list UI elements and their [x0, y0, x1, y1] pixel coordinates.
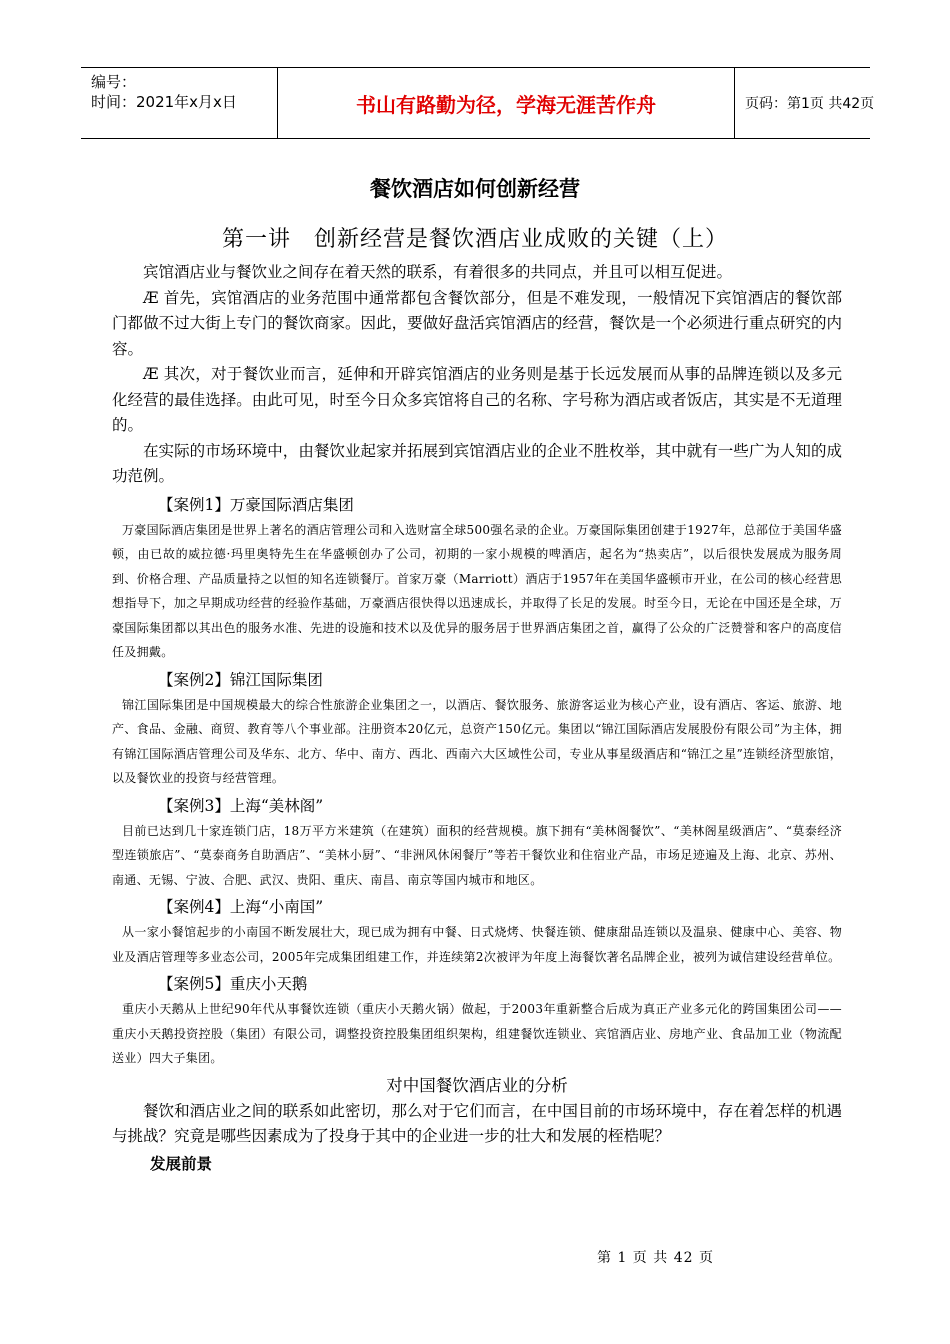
document-subtitle: 第一讲 创新经营是餐饮酒店业成败的关键（上）	[221, 227, 728, 252]
third-paragraph: 在实际的市场环境中，由餐饮业起家并拓展到宾馆酒店业的企业不胜枚举，其中就有一些广为人知的成功范例。	[112, 441, 842, 485]
header-meta	[81, 68, 277, 138]
document-body	[112, 260, 842, 1178]
case-5-body: 重庆小天鹅从上世纪90年代从事餐饮连锁（重庆小天鹅火锅）做起，于2003年重新整合后成为真正产业多元化的跨国集团公司——重庆小天鹅投资控股（集团）有限公司，调整投资控股集团组织架构，组建餐饮连锁业、宾馆酒店业、房地产业、食品加工业（物流配送业）四大子集团。	[112, 1002, 842, 1065]
analysis-heading: 对中国餐饮酒店业的分析	[386, 1075, 568, 1095]
case-2-body: 锦江国际集团是中国规模最大的综合性旅游企业集团之一，以酒店、餐饮服务、旅游客运业为核心产业，设有酒店、客运、旅游、地产、食品、金融、商贸、教育等八个事业部。注册资本20亿元，总资产150亿元。集团以“锦江国际酒店发展股份有限公司”为主体，拥有锦江国际酒店管理公司及华东、北方、华中、南方、西北、西南六大区域性公司，专业从事星级酒店和“锦江之星”连锁经济型旅馆，以及餐饮业的投资与经营管理。	[112, 697, 842, 785]
header-page-info: 页码：第1页 共42页	[745, 96, 875, 112]
number-label: 编号：	[91, 73, 137, 91]
case-5-heading: 【案例5】重庆小天鹅	[158, 975, 308, 993]
first-point-paragraph: Æ 首先，宾馆酒店的业务范围中通常都包含餐饮部分，但是不难发现，一般情况下宾馆酒店的餐饮部门都做不过大街上专门的餐饮商家。因此，要做好盘活宾馆酒店的经营，餐饮是一个必须进行重点研究的内容。	[112, 288, 842, 358]
page-footer: 第 1 页 共 42 页	[597, 1250, 714, 1266]
page-header	[81, 67, 875, 139]
second-point-paragraph: Æ 其次，对于餐饮业而言，延伸和开辟宾馆酒店的业务则是基于长远发展而从事的品牌连锁以及多元化经营的最佳选择。由此可见，时至今日众多宾馆将自己的名称、字号称为酒店或者饭店，其实是不无道理的。	[112, 365, 842, 434]
case-4-heading: 【案例4】上海“小南国”	[158, 898, 324, 916]
time-label: 时间：2021年x月x日	[91, 93, 237, 111]
case-2-heading: 【案例2】锦江国际集团	[158, 670, 323, 689]
header-motto: 书山有路勤为径，学海无涯苦作舟	[277, 68, 735, 138]
prospect-subheading: 发展前景	[150, 1154, 213, 1173]
case-3-body: 目前已达到几十家连锁门店，18万平方米建筑（在建筑）面积的经营规模。旗下拥有“美林阁餐饮”、“美林阁星级酒店”、“莫泰经济型连锁旅店”、“莫泰商务自助酒店”、“美林小厨”、“非洲风休闲餐厅”等若干餐饮业和住宿业产品，市场足迹遍及上海、北京、苏州、南通、无锡、宁波、合肥、武汉、贵阳、重庆、南昌、南京等国内城市和地区。	[112, 823, 842, 887]
case-4-body: 从一家小餐馆起步的小南国不断发展壮大，现已成为拥有中餐、日式烧烤、快餐连锁、健康甜品连锁以及温泉、健康中心、美容、物业及酒店管理等多业态公司，2005年完成集团组建工作，并连续第2次被评为年度上海餐饮著名品牌企业，被列为诚信建设经营单位。	[112, 925, 842, 964]
document-title: 餐饮酒店如何创新经营	[370, 177, 580, 201]
intro-paragraph: 宾馆酒店业与餐饮业之间存在着天然的联系，有着很多的共同点，并且可以相互促进。	[143, 263, 733, 281]
analysis-paragraph: 餐饮和酒店业之间的联系如此密切，那么对于它们而言，在中国目前的市场环境中，存在着怎样的机遇与挑战？究竟是哪些因素成为了投身于其中的企业进一步的壮大和发展的桎梏呢？	[112, 1101, 842, 1145]
case-3-heading: 【案例3】上海“美林阁”	[158, 796, 324, 815]
case-1-heading: 【案例1】万豪国际酒店集团	[158, 495, 354, 514]
case-1-body: 万豪国际酒店集团是世界上著名的酒店管理公司和入选财富全球500强名录的企业。万豪国际集团创建于1927年，总部位于美国华盛顿，由已故的威拉德·玛里奥特先生在华盛顿创办了公司，初期的一家小规模的啤酒店，起名为“热卖店”，以后很快发展成为服务周到、价格合理、产品质量持之以恒的知名连锁餐厅。首家万豪（Marriott）酒店于1957年在美国华盛顿市开业，在公司的核心经营思想指导下，加之早期成功经营的经验作基础，万豪酒店很快得以迅速成长，并取得了长足的发展。时至今日，无论在中国还是全球，万豪国际集团都以其出色的服务水准、先进的设施和技术以及优异的服务居于世界酒店集团之首，赢得了公众的广泛赞誉和客户的高度信任及拥戴。	[112, 522, 842, 659]
